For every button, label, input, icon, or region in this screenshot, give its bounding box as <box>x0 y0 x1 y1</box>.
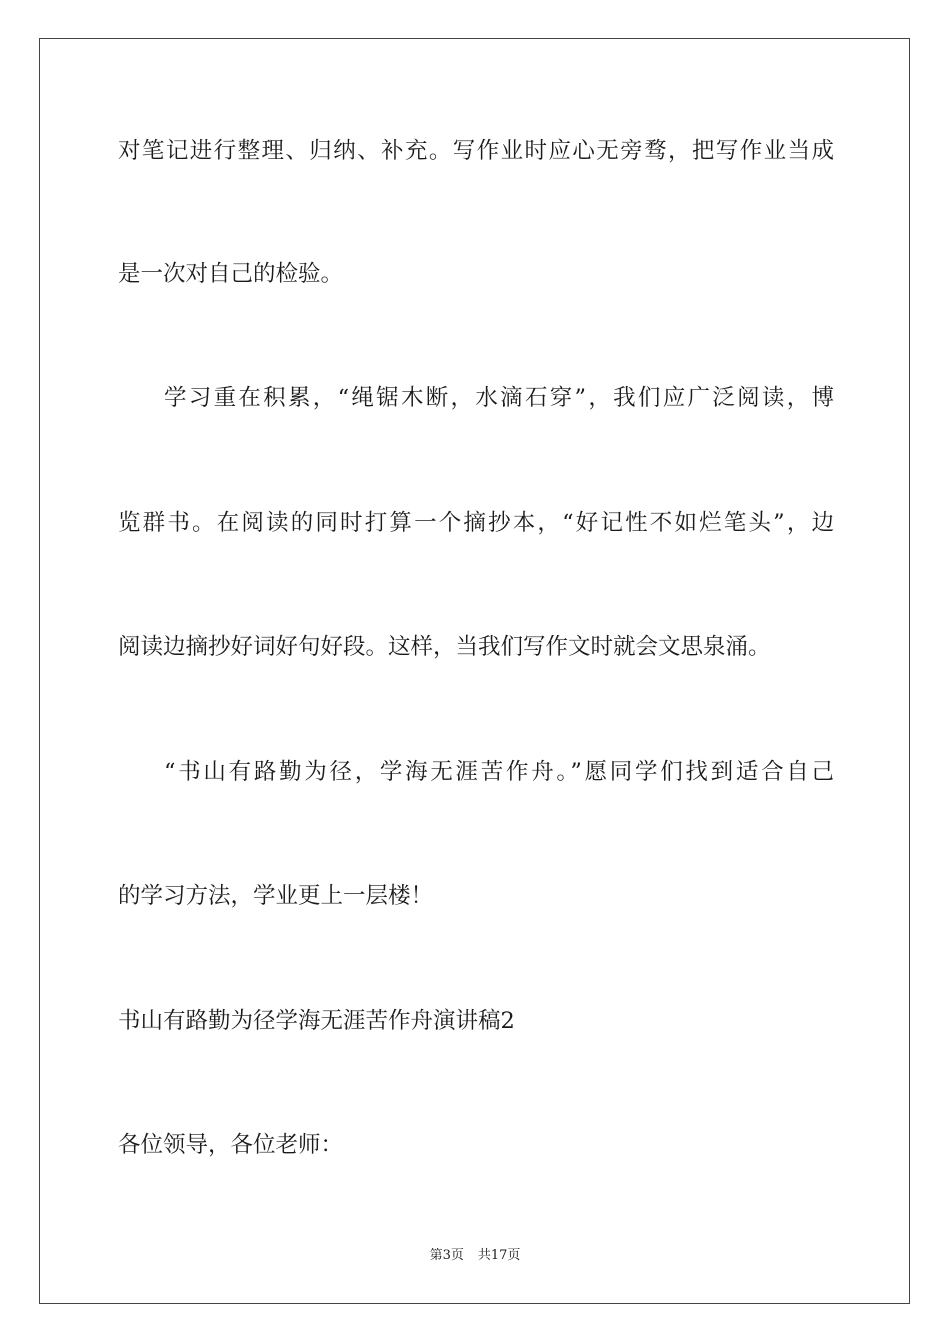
paragraph-line: 阅读边摘抄好词好句好段。这样，当我们写作文时就会文思泉涌。 <box>118 634 771 660</box>
paragraph-line: 学习重在积累，“绳锯木断，水滴石穿”，我们应广泛阅读，博 <box>164 385 834 411</box>
section-heading: 书山有路勤为径学海无涯苦作舟演讲稿2 <box>118 1008 515 1034</box>
page-number: 第3页 <box>429 1248 464 1263</box>
paragraph-line: 览群书。在阅读的同时打算一个摘抄本，“好记性不如烂笔头”，边 <box>118 510 834 536</box>
paragraph-line: 对笔记进行整理、归纳、补充。写作业时应心无旁骛，把写作业当成 <box>118 138 834 164</box>
page-frame <box>39 38 910 1304</box>
paragraph-line: 的学习方法，学业更上一层楼！ <box>118 883 434 909</box>
page-footer <box>0 1247 950 1265</box>
paragraph-line: “书山有路勤为径，学海无涯苦作舟。”愿同学们找到适合自己 <box>164 759 834 785</box>
page-total: 共17页 <box>477 1248 521 1263</box>
paragraph-line: 是一次对自己的检验。 <box>118 261 344 287</box>
salutation: 各位领导，各位老师： <box>118 1132 344 1158</box>
